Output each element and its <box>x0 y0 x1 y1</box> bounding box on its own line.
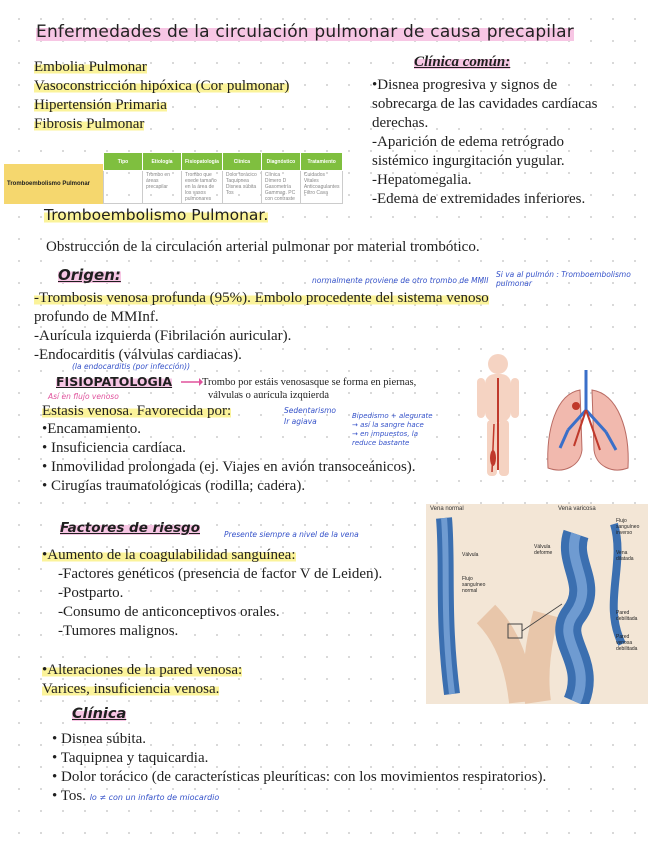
list-item: -Consumo de anticonceptivos orales. <box>58 604 280 620</box>
summary-table <box>4 152 343 204</box>
label-pared-venosa: Pared venosa debilitada <box>616 634 638 652</box>
page-title: Enfermedades de la circulación pulmonar de causa precapilar <box>36 22 574 42</box>
note-bipedismo: Bipedismo + alegurate → así la sangre hace → en impuestos, la reduce bastante <box>352 412 433 447</box>
list-item: -Hepatomegalia. <box>372 172 472 188</box>
factores-group1: •Aumento de la coagulabilidad sanguínea: <box>42 547 296 563</box>
list-item: •Disnea progresiva y signos de <box>372 77 558 93</box>
table-header: Etiología <box>143 153 182 171</box>
disease-list <box>34 58 289 134</box>
factores-group2: •Alteraciones de la pared venosa: <box>42 662 243 678</box>
label-flujo-inverso: Flujo sanguíneo inverso <box>616 518 640 536</box>
label-vena-varicosa: Vena varicosa <box>558 506 596 512</box>
factores-heading: Factores de riesgo <box>60 520 200 536</box>
table-header: Diagnóstico <box>261 153 300 171</box>
table-cell: Clínica Dímero D Gasometría Gammag. PC con contraste <box>261 171 300 204</box>
list-item: -Trombosis venosa profunda (95%). Embolo procedente del sistema venoso <box>34 290 489 306</box>
tep-definition: Obstrucción de la circulación arterial pulmonar por material trombótico. <box>46 239 480 255</box>
fisiopatologia-intro: Estasis venosa. Favorecida por: <box>42 403 232 419</box>
list-item: Embolia Pulmonar <box>34 59 147 75</box>
list-item: Hipertensión Primaria <box>34 97 167 113</box>
body-silhouette <box>477 354 519 476</box>
lungs <box>548 370 628 470</box>
list-item: Fibrosis Pulmonar <box>34 116 145 132</box>
list-item: • Inmovilidad prolongada (ej. Viajes en avión transoceánicos). <box>42 459 416 475</box>
list-item: • Taquipnea y taquicardia. <box>52 750 209 766</box>
list-item: •Encamamiento. <box>42 421 141 437</box>
note-origen-right: Si va al pulmón : Tromboembolismo pulmonar <box>496 270 631 288</box>
table <box>103 152 343 204</box>
veins-drawing <box>426 504 648 704</box>
note-factores: Presente siempre a nivel de la vena <box>224 530 359 539</box>
table-header: Fisiopatología <box>182 153 223 171</box>
list-item: • Dolor torácico (de características pleuríticas: con los movimientos respiratorios). <box>52 769 547 785</box>
list-item: -Aurícula izquierda (Fibrilación auricular). <box>34 328 292 344</box>
table-cell: Cuidados Vitales Anticoagulantes Filtro Cava <box>300 171 343 204</box>
clinica-comun-heading: Clínica común: <box>414 54 511 70</box>
label-flujo-normal: Flujo sanguíneo normal <box>462 576 486 594</box>
note-sedentarismo: Sedentarismo Ir agiava <box>284 406 337 426</box>
table-header: Tratamiento <box>300 153 343 171</box>
label-valvula: Válvula <box>462 552 479 558</box>
list-item: sobrecarga de las cavidades cardíacas <box>372 96 598 112</box>
label-vena-normal: Vena normal <box>430 506 464 512</box>
label-pared-debilitada: Pared debilitada <box>616 610 638 622</box>
table-cell: Trombo que exede tamaño en la área de los vasos pulmonares <box>182 171 223 204</box>
list-item: -Endocarditis (válvulas cardiacas). <box>34 347 242 363</box>
body-lungs-illustration <box>468 350 644 484</box>
list-item: -Factores genéticos (presencia de factor V de Leiden). <box>58 566 383 582</box>
label-valvula-deforme: Válvula deforme <box>534 544 553 556</box>
origen-heading: Origen: <box>58 266 121 284</box>
table-header: Clínica <box>222 153 261 171</box>
list-item: -Postparto. <box>58 585 124 601</box>
list-item: derechas. <box>372 115 429 131</box>
table-cell: Dolor torácico Taquipnea Disnea súbita Tos <box>222 171 261 204</box>
table-cell: Trombo en áreas precapilar <box>143 171 182 204</box>
list-item: • Disnea súbita. <box>52 731 146 747</box>
fisiopatologia-heading: FISIOPATOLOGIA <box>56 374 173 389</box>
note-tos: lo ≠ con un infarto de miocardio <box>89 793 220 802</box>
clinica-heading: Clínica <box>72 706 127 722</box>
list-item: profundo de MMInf. <box>34 309 159 325</box>
clinica-list <box>52 730 652 807</box>
list-item: -Edema de extremidades inferiores. <box>372 191 586 207</box>
list-item: Vasoconstricción hipóxica (Cor pulmonar) <box>34 78 290 94</box>
list-item: • Cirugías traumatológicas (rodilla; cadera). <box>42 478 306 494</box>
arrow-icon <box>180 376 204 388</box>
clinica-comun-list <box>372 76 652 209</box>
tep-heading: Tromboembolismo Pulmonar. <box>44 206 269 224</box>
fisiopatologia-list <box>42 420 512 496</box>
veins-figure <box>426 504 648 704</box>
note-origen-top: normalmente proviene de otro trombo de MMII <box>312 276 489 285</box>
table-row-label: Tromboembolismo Pulmonar <box>4 164 103 204</box>
list-item: • Insuficiencia cardíaca. <box>42 440 186 456</box>
label-vena-dilatada: Vena dilatada <box>616 550 634 562</box>
table-header: Tipo <box>104 153 143 171</box>
table-cell <box>104 171 143 204</box>
factores-group2-detail: Varices, insuficiencia venosa. <box>42 681 220 697</box>
note-flujo: Así en flujo venoso <box>48 392 119 401</box>
list-item: -Aparición de edema retrógrado <box>372 134 564 150</box>
factores-list <box>58 565 428 641</box>
list-item: sistémico ingurgitación yugular. <box>372 153 565 169</box>
fisiopatologia-note: Trombo por estáis venosasque se forma en piernas, válvulas o aurícula izquierda <box>202 377 417 401</box>
list-item: -Tumores malignos. <box>58 623 179 639</box>
list-item: • Tos. lo ≠ con un infarto de miocardio <box>52 788 220 804</box>
note-endocarditis: (la endocarditis (por infección)) <box>72 362 191 371</box>
